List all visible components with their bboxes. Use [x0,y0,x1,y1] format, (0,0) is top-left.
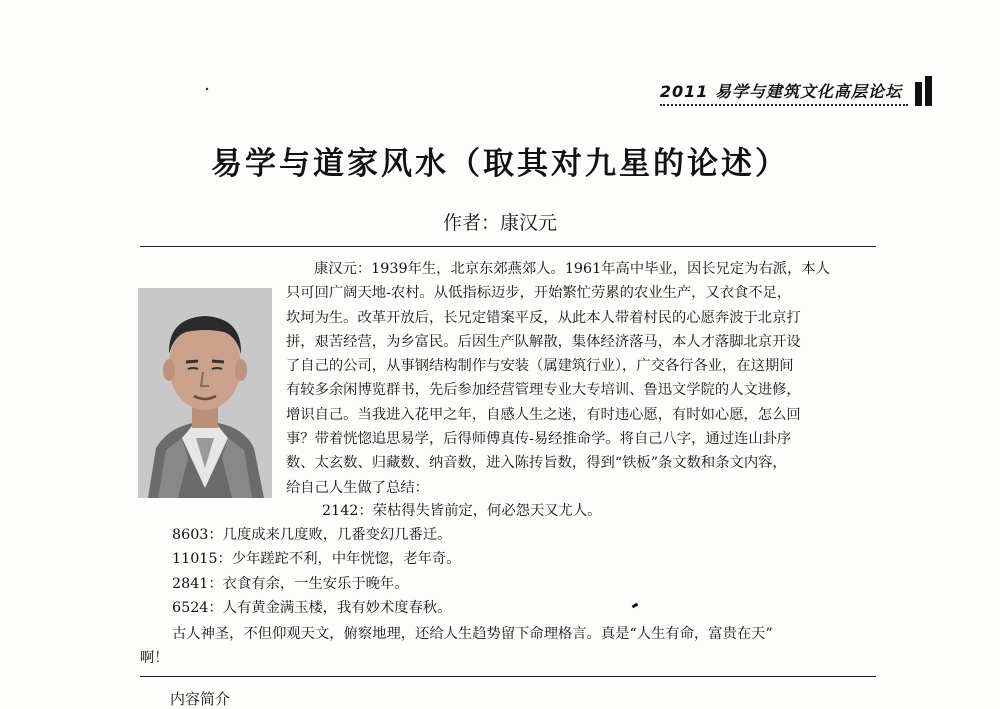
article-title: 易学与道家风水（取其对九星的论述） [211,146,789,182]
bio-line: 康汉元：1939年生，北京东郊燕郊人。1961年高中毕业，因长兄定为右派，本人 [314,261,830,277]
bio-line: 了自己的公司，从事钢结构制作与安装（属建筑行业），广交各行各业，在这期间 [286,358,794,375]
author-photo [138,288,272,498]
quote-line: 2142：荣枯得失皆前定，何必怨天又尤人。 [322,503,602,519]
closing-paragraph [140,622,878,670]
quote-line: 6524：人有黄金满玉楼，我有妙术度春秋。 [172,600,452,616]
closing-line: 古人神圣，不但仰观天文，俯察地理，还给人生趋势留下命理格言。真是“人生有命，富贵在天” [172,626,773,642]
quote-line: 11015：少年蹉跎不利，中年恍惚，老年奇。 [172,551,461,567]
bio-line: 给自己人生做了总结： [286,479,429,496]
bio-line: 增识自己。当我进入花甲之年，自感人生之迷，有时违心愿，有时如心愿，怎么回 [286,406,801,423]
portrait-illustration [138,288,272,498]
scan-speck [206,88,209,91]
article-author: 作者：康汉元 [442,212,557,234]
header-bar-mark [912,76,932,106]
quote-line: 8603：几度成来几度败，几番变幻几番迁。 [172,527,452,543]
bio-line: 坎坷为生。改革开放后，长兄定错案平反，从此本人带着村民的心愿奔波于北京打 [286,309,801,326]
bio-line: 有较多余闲博览群书，先后参加经营管理专业大专培训、鲁迅文学院的人文进修， [286,382,801,399]
bio-line: 数、太玄数、归藏数、纳音数，进入陈抟旨数，得到“铁板”条文数和条文内容， [286,455,787,472]
top-divider [140,246,876,247]
section-heading: 内容简介 [170,690,231,708]
bio-line: 事？带着恍惚追思易学，后得师傅真传-易经推命学。将自己八字，通过连山卦序 [286,431,792,448]
bio-line: 拼，艰苦经营，为乡富民。后因生产队解散，集体经济落马，本人才落脚北京开设 [286,333,801,350]
running-header [660,76,932,106]
scan-speck [632,603,639,609]
bottom-divider [140,676,876,677]
quote-line: 2841：衣食有余，一生安乐于晚年。 [172,576,409,592]
author-bio [286,257,878,500]
header-title: 2011 易学与建筑文化高层论坛 [660,79,908,106]
closing-line: 啊！ [140,650,169,666]
bio-line: 只可回广阔天地-农村。从低指标迈步，开始繁忙劳累的农业生产，又衣食不足， [286,285,792,302]
